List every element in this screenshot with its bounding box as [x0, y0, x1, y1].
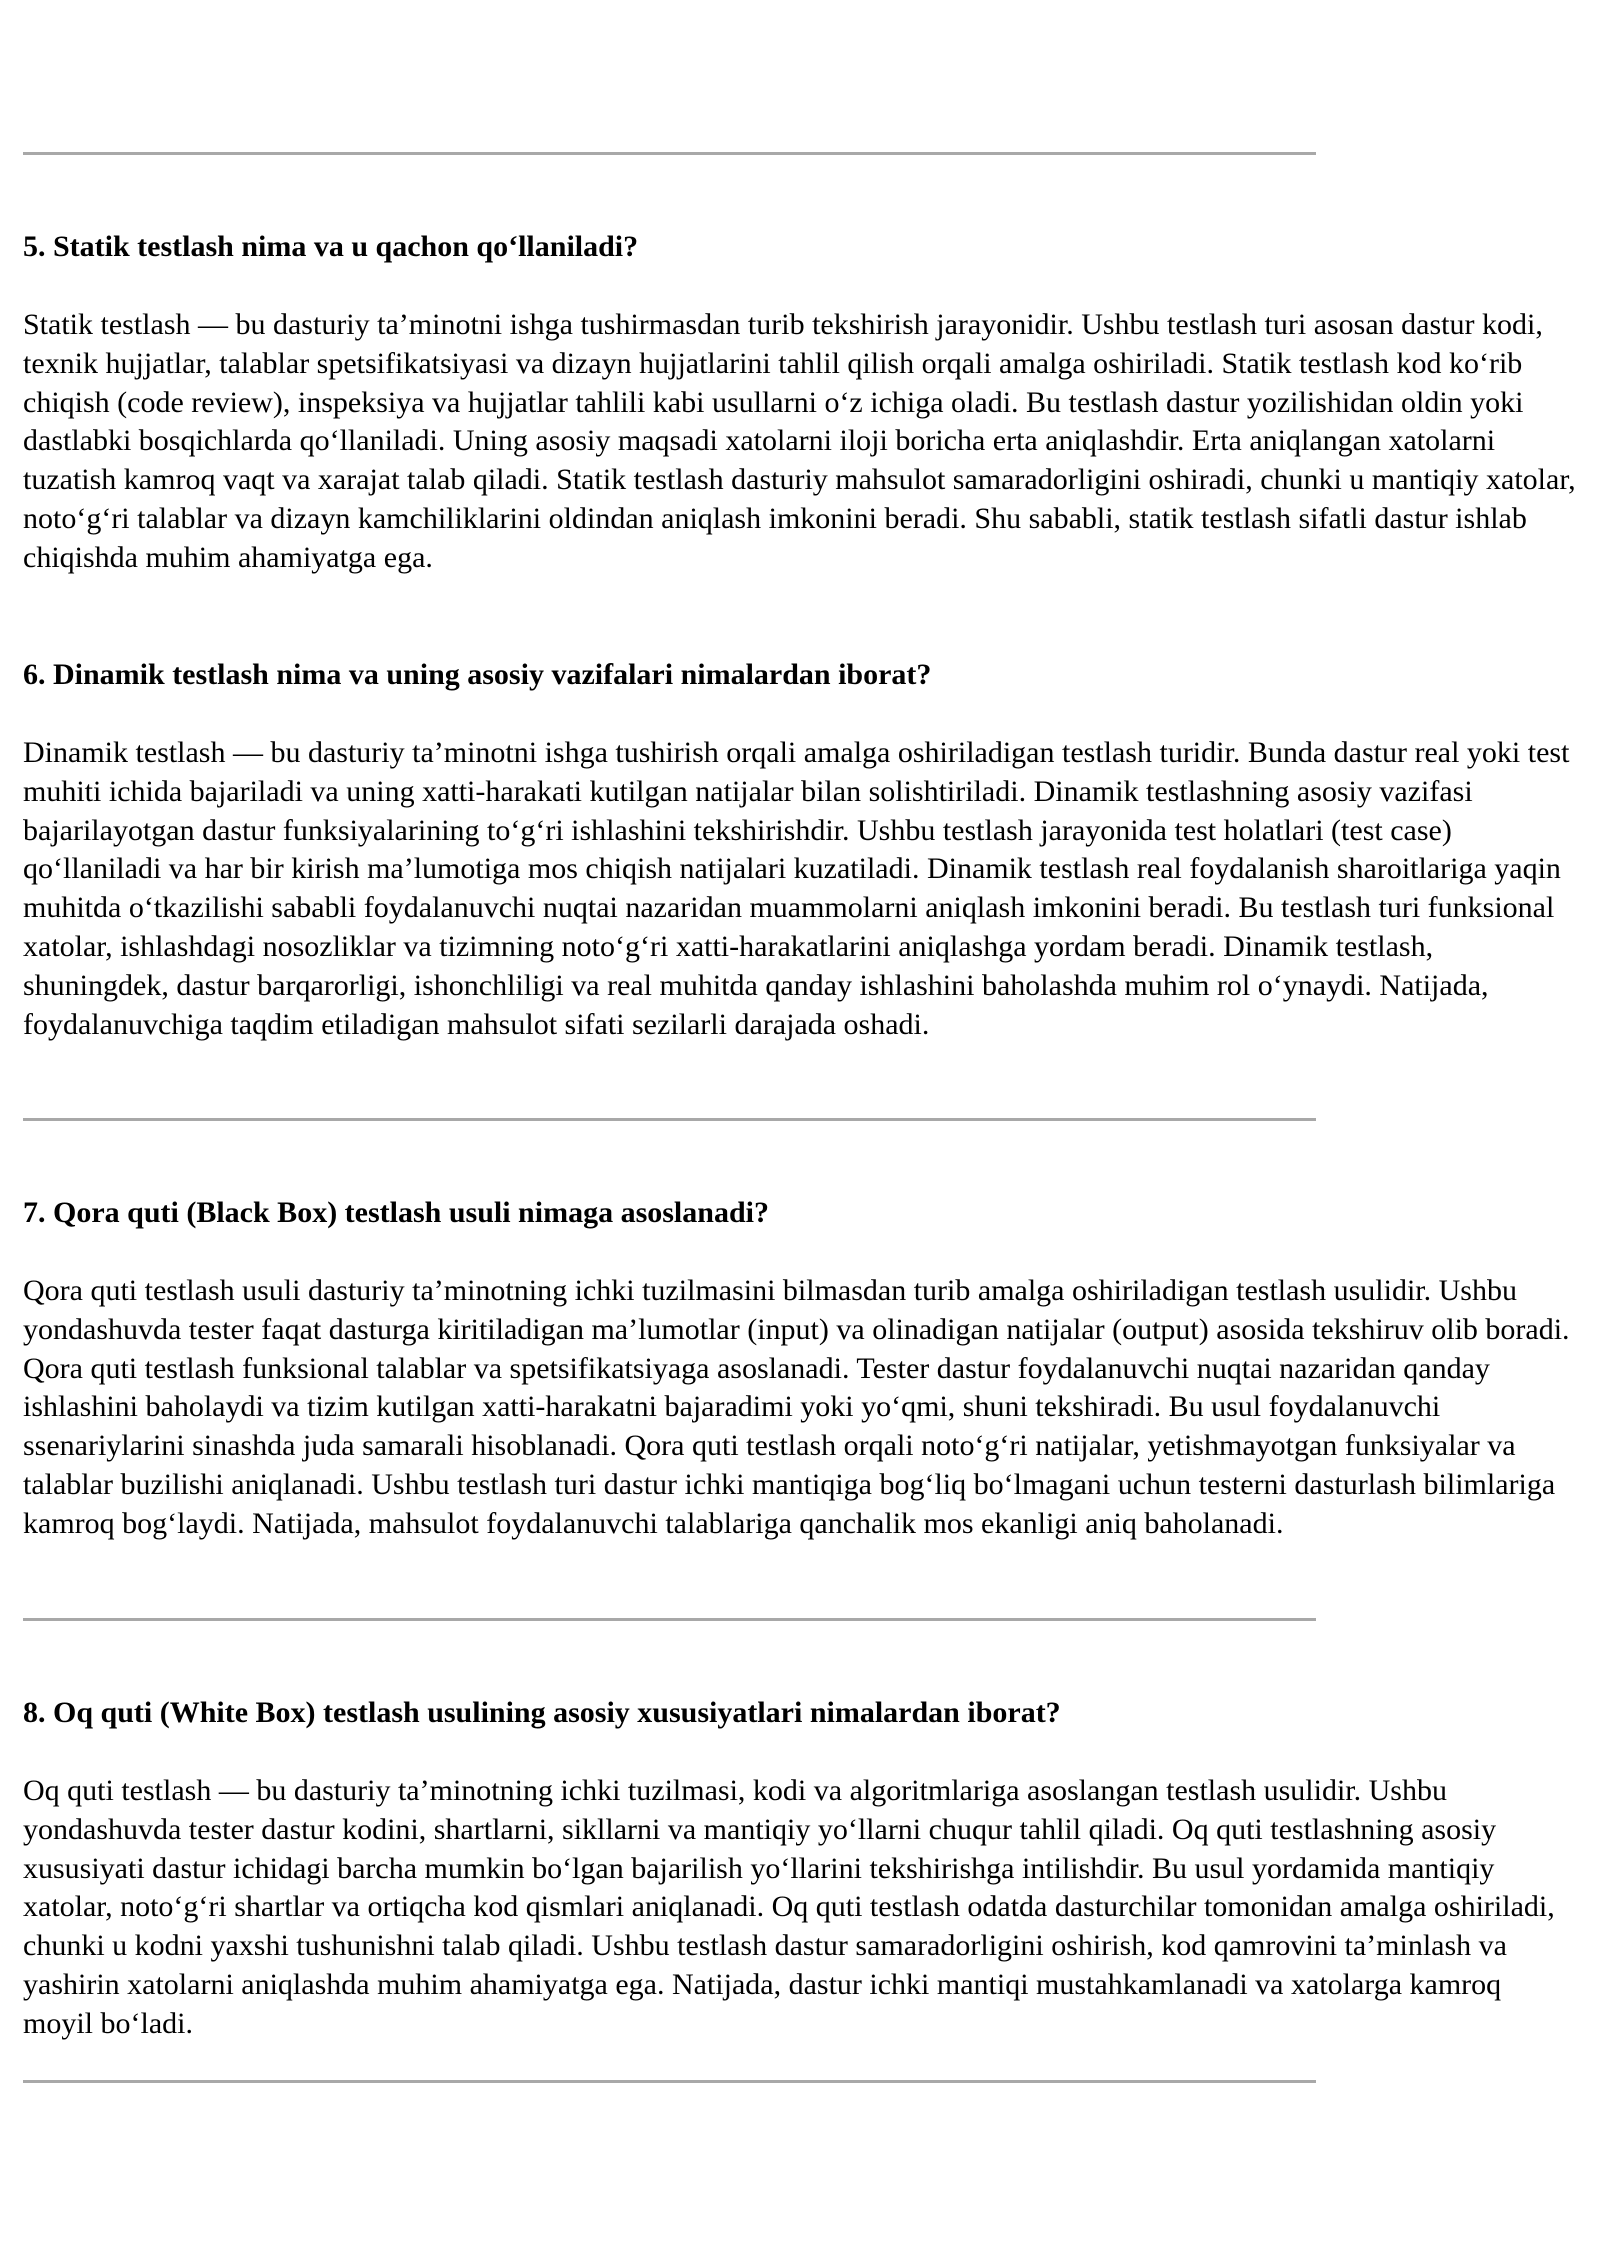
section-5-body: Statik testlash — bu dasturiy ta’minotni ishga tushirmasdan turib tekshirish jarayonidir. Ushbu testlash turi asosan dastur kodi, texnik hujjatlar, talablar spetsifikatsiyasi va dizayn hujjatlarini tahlil qilish orqali amalga oshiriladi. Statik testlash kod ko‘rib chiqish (code review), inspeksiya va hujjatlar tahlili kabi usullarni o‘z ichiga oladi. Bu testlash dastur yozilishidan oldin yoki dastlabki bosqichlarda qo‘llaniladi. Uning asosiy maqsadi xatolarni iloji boricha erta aniqlashdir. Erta aniqlangan xatolarni tuzatish kamroq vaqt va xarajat talab qiladi. Statik testlash dasturiy mahsulot samaradorligini oshiradi, chunki u mantiqiy xatolar, noto‘g‘ri talablar va dizayn kamchiliklarini oldindan aniqlash imkonini beradi. Shu sababli, statik testlash sifatli dastur ishlab chiqishda muhim ahamiyatga ega.	[23, 308, 1576, 574]
section-8-body: Oq quti testlash — bu dasturiy ta’minotning ichki tuzilmasi, kodi va algoritmlariga asoslangan testlash usulidir. Ushbu yondashuvda tester dastur kodini, shartlarni, sikllarni va mantiqiy yo‘llarni chuqur tahlil qiladi. Oq quti testlashning asosiy xususiyati dastur ichidagi barcha mumkin bo‘lgan bajarilish yo‘llarini tekshirishga intilishdir. Bu usul yordamida mantiqiy xatolar, noto‘g‘ri shartlar va ortiqcha kod qismlari aniqlanadi. Oq quti testlash odatda dasturchilar tomonidan amalga oshiriladi, chunki u kodni yaxshi tushunishni talab qiladi. Ushbu testlash dastur samaradorligini oshirish, kod qamrovini ta’minlash va yashirin xatolarni aniqlashda muhim ahamiyatga ega. Natijada, dastur ichki mantiqi mustahkamlanadi va xatolarga kamroq moyil bo‘ladi.	[23, 1774, 1555, 2040]
section-7-heading: 7. Qora quti (Black Box) testlash usuli nimaga asoslanadi?	[23, 1196, 769, 1229]
section-8-heading: 8. Oq quti (White Box) testlash usulining asosiy xususiyatlari nimalardan iborat?	[23, 1696, 1061, 1729]
horizontal-rule	[23, 1118, 1316, 1121]
horizontal-rule-top	[23, 152, 1316, 155]
section-6-heading: 6. Dinamik testlash nima va uning asosiy vazifalari nimalardan iborat?	[23, 658, 932, 691]
section-7-body: Qora quti testlash usuli dasturiy ta’minotning ichki tuzilmasini bilmasdan turib amalga oshiriladigan testlash usulidir. Ushbu yondashuvda tester faqat dasturga kiritiladigan ma’lumotlar (input) va olinadigan natijalar (output) asosida tekshiruv olib boradi. Qora quti testlash funksional talablar va spetsifikatsiyaga asoslanadi. Tester dastur foydalanuvchi nuqtai nazaridan qanday ishlashini baholaydi va tizim kutilgan xatti-harakatni bajaradimi yoki yo‘qmi, shuni tekshiradi. Bu usul foydalanuvchi ssenariylarini sinashda juda samarali hisoblanadi. Qora quti testlash orqali noto‘g‘ri natijalar, yetishmayotgan funksiyalar va talablar buzilishi aniqlanadi. Ushbu testlash turi dastur ichki mantiqiga bog‘liq bo‘lmagani uchun testerni dasturlash bilimlariga kamroq bog‘laydi. Natijada, mahsulot foydalanuvchi talablariga qanchalik mos ekanligi aniq baholanadi.	[23, 1274, 1570, 1540]
horizontal-rule-bottom	[23, 2080, 1316, 2083]
section-5-heading: 5. Statik testlash nima va u qachon qo‘llaniladi?	[23, 230, 639, 263]
horizontal-rule	[23, 1618, 1316, 1621]
section-6-body: Dinamik testlash — bu dasturiy ta’minotni ishga tushirish orqali amalga oshiriladigan testlash turidir. Bunda dastur real yoki test muhiti ichida bajariladi va uning xatti-harakati kutilgan natijalar bilan solishtiriladi. Dinamik testlashning asosiy vazifasi bajarilayotgan dastur funksiyalarining to‘g‘ri ishlashini tekshirishdir. Ushbu testlash jarayonida test holatlari (test case) qo‘llaniladi va har bir kirish ma’lumotiga mos chiqish natijalari kuzatiladi. Dinamik testlash real foydalanish sharoitlariga yaqin muhitda o‘tkazilishi sababli foydalanuvchi nuqtai nazaridan muammolarni aniqlash imkonini beradi. Bu testlash turi funksional xatolar, ishlashdagi nosozliklar va tizimning noto‘g‘ri xatti-harakatlarini aniqlashga yordam beradi. Dinamik testlash, shuningdek, dastur barqarorligi, ishonchliligi va real muhitda qanday ishlashini baholashda muhim rol o‘ynaydi. Natijada, foydalanuvchiga taqdim etiladigan mahsulot sifati sezilarli darajada oshadi.	[23, 736, 1570, 1041]
